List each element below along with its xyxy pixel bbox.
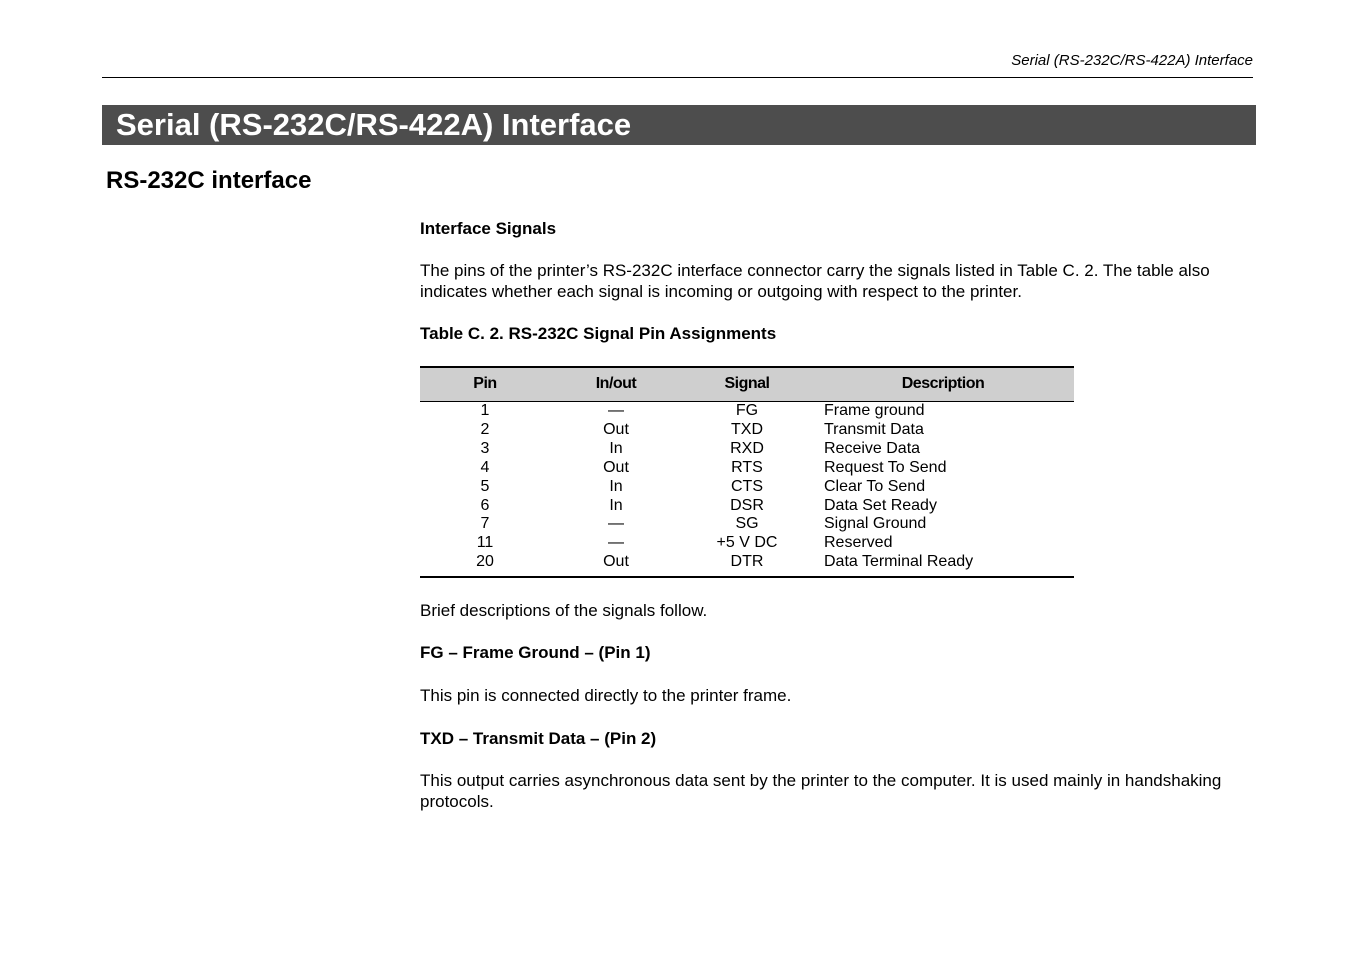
table-row — [420, 440, 1074, 459]
cell-description: Data Terminal Ready — [812, 553, 1074, 577]
cell-inout: Out — [603, 458, 629, 476]
cell-pin: 11 — [476, 534, 494, 552]
cell-signal: RXD — [730, 439, 764, 457]
cell-pin: 2 — [480, 420, 490, 438]
cell-description: Request To Send — [824, 458, 947, 476]
table-row — [420, 478, 1074, 497]
cell-description: Reserved — [824, 534, 893, 552]
cell-inout: In — [609, 496, 623, 514]
running-header: Serial (RS-232C/RS-422A) Interface — [1011, 52, 1253, 69]
intro-paragraph: The pins of the printer’s RS-232C interface connector carry the signals listed in Table C. 2. The table also indicates whether each signal is incoming or outgoing with respect to the printer. — [420, 261, 1210, 301]
cell-inout: — — [608, 515, 624, 533]
cell-signal: SG — [735, 515, 759, 533]
table-caption: Table C. 2. RS-232C Signal Pin Assignments — [420, 324, 777, 343]
header-description: Description — [812, 367, 1074, 402]
table-row — [420, 497, 1074, 516]
cell-signal: RTS — [731, 458, 763, 476]
brief-descriptions-text: Brief descriptions of the signals follow. — [420, 601, 708, 621]
header-signal: Signal — [682, 367, 812, 402]
cell-pin: 4 — [480, 458, 490, 476]
pin-assignment-table — [420, 366, 1074, 578]
cell-description: Transmit Data — [824, 420, 924, 438]
header-rule — [102, 77, 1253, 78]
cell-inout: In — [609, 439, 623, 457]
cell-pin: 20 — [420, 553, 550, 577]
cell-description: Clear To Send — [824, 477, 926, 495]
cell-description: Frame ground — [824, 402, 925, 419]
cell-inout: In — [609, 477, 623, 495]
table-header-row — [420, 367, 1074, 402]
cell-description: Data Set Ready — [824, 496, 937, 514]
table-row — [420, 553, 1074, 577]
cell-pin: 7 — [480, 515, 490, 533]
cell-signal: DSR — [730, 496, 764, 514]
table-row — [420, 402, 1074, 421]
cell-pin: 3 — [480, 439, 490, 457]
cell-signal: DTR — [682, 553, 812, 577]
cell-pin: 6 — [480, 496, 490, 514]
fg-text: This pin is connected directly to the printer frame. — [420, 686, 792, 706]
fg-heading: FG – Frame Ground – (Pin 1) — [420, 643, 651, 663]
cell-pin: 5 — [480, 477, 490, 495]
txd-heading: TXD – Transmit Data – (Pin 2) — [420, 729, 657, 749]
table-row — [420, 534, 1074, 553]
cell-inout: — — [608, 402, 624, 419]
header-pin: Pin — [420, 367, 550, 402]
header-inout: In/out — [550, 367, 682, 402]
table-row — [420, 459, 1074, 478]
section-title: RS-232C interface — [106, 167, 312, 194]
interface-signals-heading: Interface Signals — [420, 219, 557, 238]
chapter-title-bar — [102, 105, 1256, 145]
content-column — [420, 216, 1250, 812]
cell-inout: — — [608, 534, 624, 552]
cell-description: Signal Ground — [824, 515, 927, 533]
cell-signal: TXD — [731, 420, 763, 438]
table-row — [420, 515, 1074, 534]
cell-signal: FG — [735, 402, 759, 419]
cell-signal: +5 V DC — [716, 534, 778, 552]
cell-inout: Out — [603, 420, 629, 438]
cell-description: Receive Data — [824, 439, 921, 457]
table-row — [420, 421, 1074, 440]
cell-inout: Out — [550, 553, 682, 577]
txd-text: This output carries asynchronous data sent by the printer to the computer. It is used mainly in handshaking protocols. — [420, 771, 1222, 812]
chapter-title: Serial (RS-232C/RS-422A) Interface — [116, 107, 632, 142]
cell-pin: 1 — [480, 402, 490, 419]
cell-signal: CTS — [731, 477, 763, 495]
